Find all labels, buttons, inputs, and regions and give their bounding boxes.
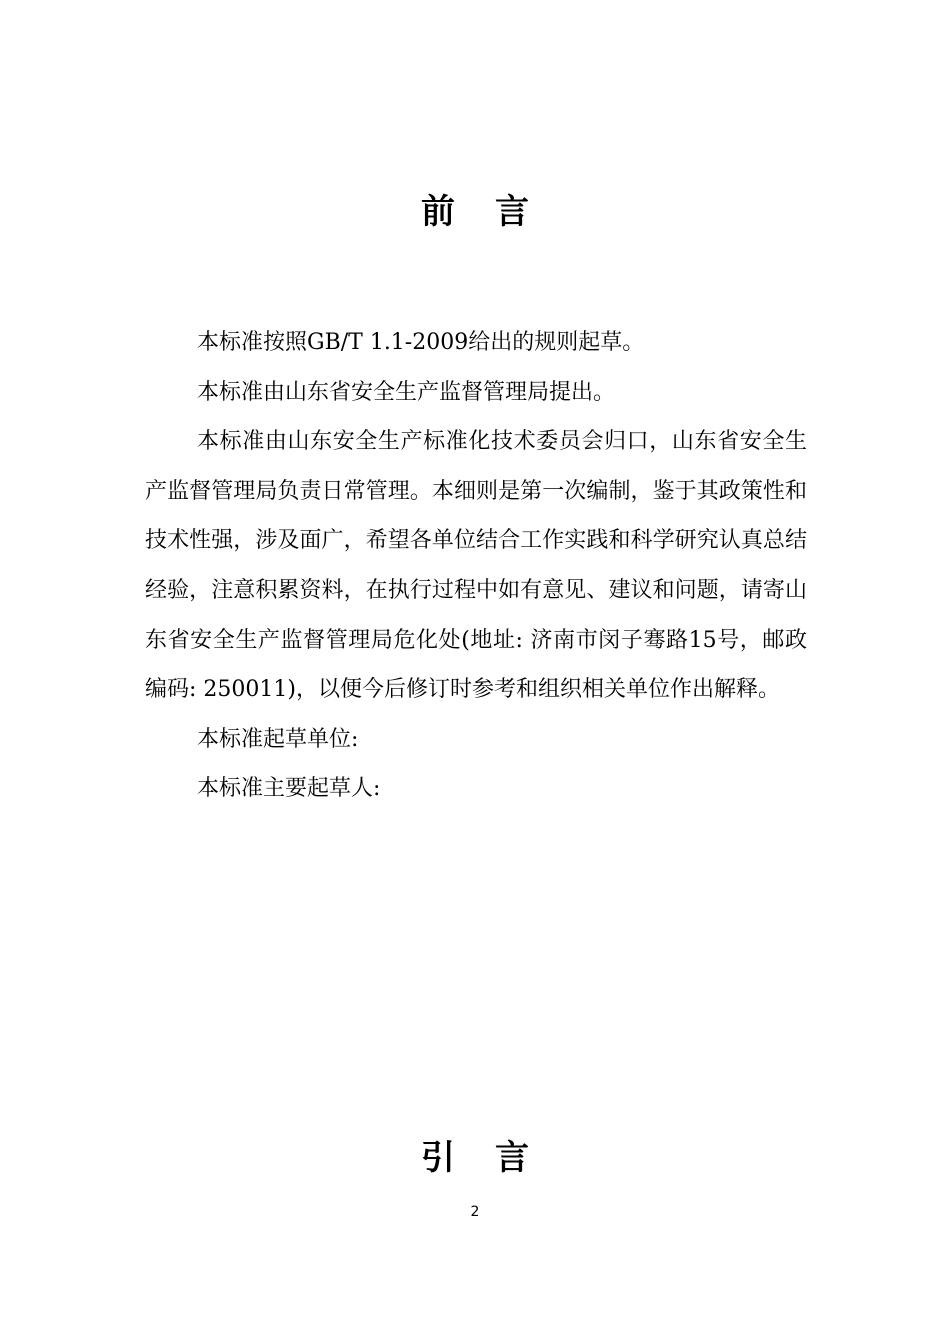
preface-paragraph-administration: 本标准由山东安全生产标准化技术委员会归口，山东省安全生产监督管理局负责日常管理。本细则是第一次编制，鉴于其政策性和技术性强，涉及面广，希望各单位结合工作实践和科学研究认真总结经验，注意积累资料，在执行过程中如有意见、建议和问题，请寄山东省安全生产监督管理局危化处(地址: 济南市闵子骞路15号，邮政编码: 250011)，以便今后修订时参考和组织相关单位作出解释。 (145, 429, 807, 703)
preface-paragraph-drafting-rules: 本标准按照GB/T 1.1-2009给出的规则起草。 (197, 330, 645, 355)
preface-heading-char-1: 前 (421, 192, 455, 232)
introduction-heading-char-1: 引 (421, 1138, 455, 1178)
page-number: 2 (470, 1204, 480, 1220)
preface-paragraph-proposer: 本标准由山东省安全生产监督管理局提出。 (197, 379, 616, 405)
preface-paragraph-drafting-unit: 本标准起草单位: (197, 726, 359, 752)
preface-heading-char-2: 言 (495, 192, 529, 232)
preface-paragraph-drafters: 本标准主要起草人: (197, 776, 381, 802)
introduction-heading (0, 1138, 950, 1178)
introduction-heading-char-2: 言 (495, 1138, 529, 1178)
preface-heading (0, 192, 950, 232)
preface-body (145, 318, 807, 814)
